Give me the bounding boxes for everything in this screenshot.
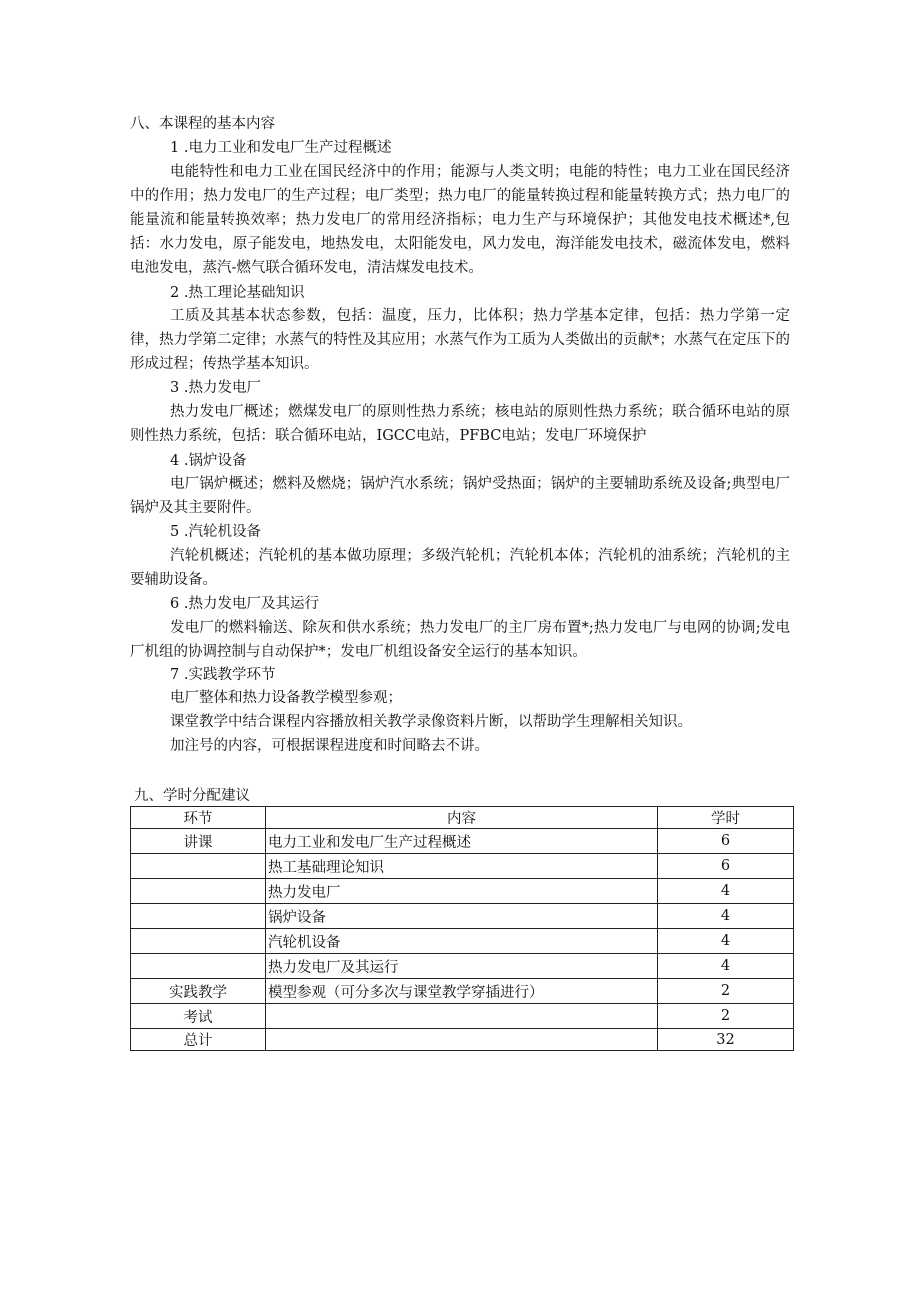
cell-content [266, 1004, 658, 1029]
item-7-heading: 7 .实践教学环节 [170, 667, 276, 683]
table-row [131, 879, 794, 904]
section-9-title: 九、学时分配建议 [134, 788, 250, 804]
item-1-heading: 1 .电力工业和发电厂生产过程概述 [170, 140, 392, 156]
table-row-total [131, 1029, 794, 1051]
item-4-body: 电厂锅炉概述；燃料及燃烧；锅炉汽水系统；锅炉受热面；锅炉的主要辅助系统及设备;典型电厂锅炉及其主要附件。 [130, 476, 790, 516]
item-3-heading: 3 .热力发电厂 [170, 380, 261, 396]
table-row [131, 979, 794, 1004]
cell-content [266, 1029, 658, 1051]
cell-hours: 2 [658, 979, 794, 1004]
cell-segment [131, 904, 266, 929]
item-2-body: 工质及其基本状态参数，包括：温度，压力，比体积；热力学基本定律，包括：热力学第一定律，热力学第二定律；水蒸气的特性及其应用；水蒸气作为工质为人类做出的贡献*；水蒸气在定压下的形成过程；传热学基本知识。 [130, 308, 790, 372]
cell-hours: 6 [658, 854, 794, 879]
section-8-title: 八、本课程的基本内容 [130, 116, 275, 132]
cell-content: 热工基础理论知识 [266, 854, 658, 879]
item-6-heading: 6 .热力发电厂及其运行 [170, 596, 319, 612]
header-cell: 学时 [658, 807, 794, 829]
table-row [131, 929, 794, 954]
table-row [131, 954, 794, 979]
cell-content: 热力发电厂及其运行 [266, 954, 658, 979]
cell-segment: 实践教学 [131, 979, 266, 1004]
cell-hours: 32 [658, 1029, 794, 1051]
cell-content: 热力发电厂 [266, 879, 658, 904]
cell-segment [131, 929, 266, 954]
cell-content: 锅炉设备 [266, 904, 658, 929]
cell-content: 汽轮机设备 [266, 929, 658, 954]
item-2-heading: 2 .热工理论基础知识 [170, 285, 305, 301]
header-cell: 环节 [131, 807, 266, 829]
cell-segment [131, 879, 266, 904]
cell-content: 电力工业和发电厂生产过程概述 [266, 829, 658, 854]
item-1-body: 电能特性和电力工业在国民经济中的作用；能源与人类文明；电能的特性；电力工业在国民经济中的作用；热力发电厂的生产过程；电厂类型；热力电厂的能量转换过程和能量转换方式；热力电厂的能量流和能量转换效率；热力发电厂的常用经济指标；电力生产与环境保护；其他发电技术概述*,包括：水力发电，原子能发电，地热发电，太阳能发电，风力发电，海洋能发电技术，磁流体发电，燃料电池发电，蒸汽-燃气联合循环发电，清洁煤发电技术。 [130, 164, 790, 276]
table-row [131, 829, 794, 854]
cell-hours: 6 [658, 829, 794, 854]
cell-content: 模型参观（可分多次与课堂教学穿插进行） [266, 979, 658, 1004]
table-row [131, 854, 794, 879]
table-header-row [131, 807, 794, 829]
cell-hours: 4 [658, 879, 794, 904]
note-3: 加注号的内容，可根据课程进度和时间略去不讲。 [170, 738, 489, 754]
cell-segment: 总计 [131, 1029, 266, 1051]
table-row [131, 904, 794, 929]
note-2: 课堂教学中结合课程内容播放相关教学录像资料片断，以帮助学生理解相关知识。 [170, 714, 692, 730]
item-5-heading: 5 .汽轮机设备 [170, 524, 261, 540]
cell-segment [131, 854, 266, 879]
item-3-body: 热力发电厂概述；燃煤发电厂的原则性热力系统；核电站的原则性热力系统；联合循环电站的原则性热力系统，包括：联合循环电站，IGCC电站，PFBC电站；发电厂环境保护 [130, 404, 790, 444]
cell-hours: 4 [658, 904, 794, 929]
note-1: 电厂整体和热力设备教学模型参观； [170, 690, 402, 706]
item-5-body: 汽轮机概述；汽轮机的基本做功原理；多级汽轮机；汽轮机本体；汽轮机的油系统；汽轮机的主要辅助设备。 [130, 548, 790, 588]
cell-hours: 2 [658, 1004, 794, 1029]
cell-hours: 4 [658, 929, 794, 954]
item-4-heading: 4 .锅炉设备 [170, 453, 247, 469]
item-6-body: 发电厂的燃料输送、除灰和供水系统；热力发电厂的主厂房布置*;热力发电厂与电网的协调;发电厂机组的协调控制与自动保护*；发电厂机组设备安全运行的基本知识。 [130, 620, 790, 660]
hours-table [130, 806, 794, 1051]
cell-segment: 考试 [131, 1004, 266, 1029]
header-cell: 内容 [266, 807, 658, 829]
cell-segment: 讲课 [131, 829, 266, 854]
cell-hours: 4 [658, 954, 794, 979]
cell-segment [131, 954, 266, 979]
table-row [131, 1004, 794, 1029]
